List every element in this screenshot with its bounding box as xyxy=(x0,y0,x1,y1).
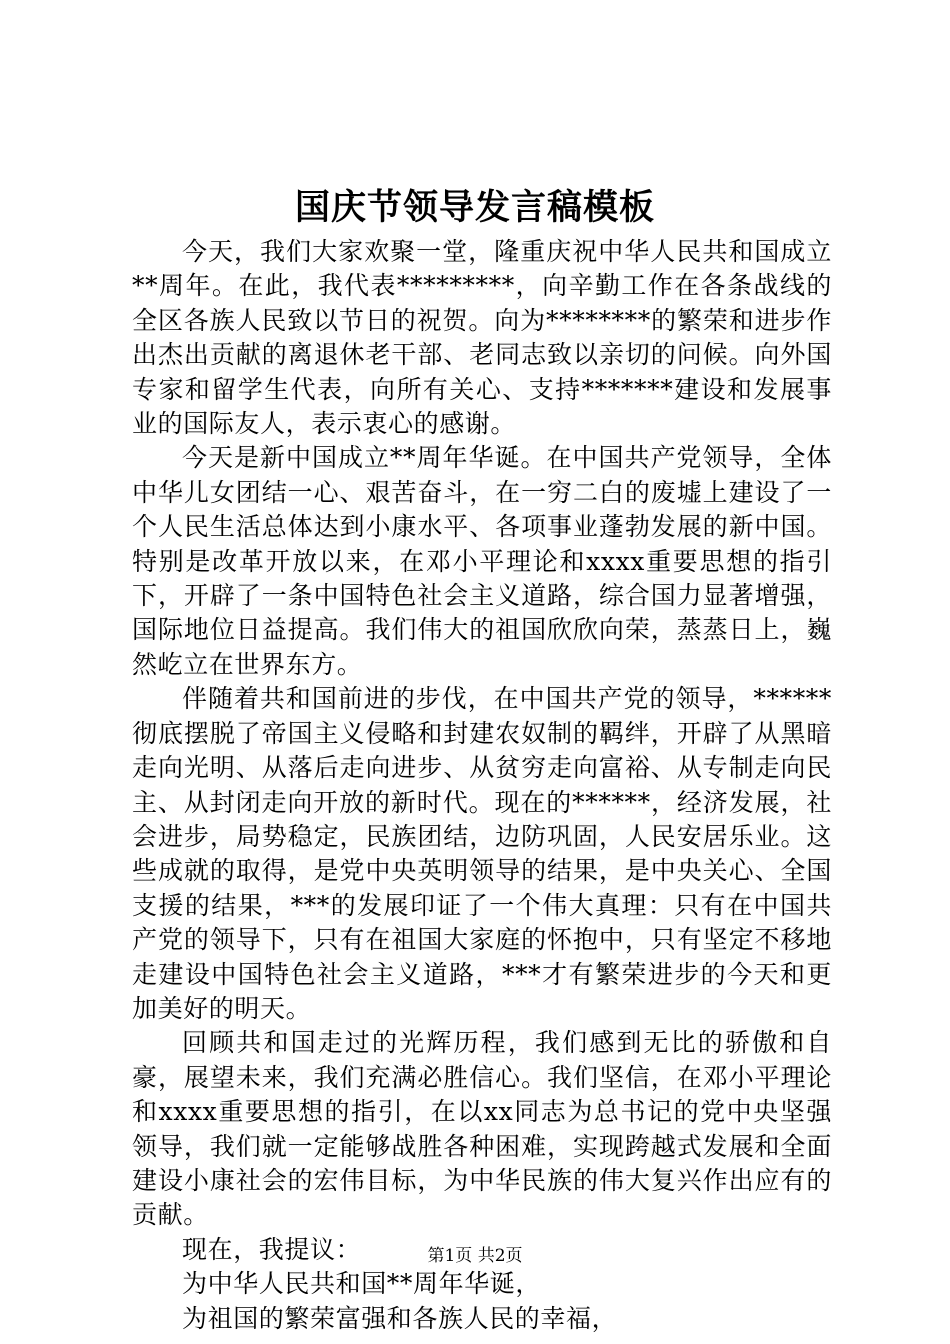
paragraph-new-china: 今天是新中国成立**周年华诞。在中国共产党领导，全体中华儿女团结一心、艰苦奋斗，在一穷二白的废墟上建设了一个人民生活总体达到小康水平、各项事业蓬勃发展的新中国。特别是改革开放以来，在邓小平理论和xxxx重要思想的指引下，开辟了一条中国特色社会主义道路，综合国力显著增强，国际地位日益提高。我们伟大的祖国欣欣向荣，蒸蒸日上，巍然屹立在世界东方。 xyxy=(132,443,832,679)
paragraph-toast-prosperity: 为祖国的繁荣富强和各族人民的幸福， xyxy=(182,1303,618,1333)
paragraph-proposal: 现在，我提议： xyxy=(182,1234,362,1264)
page-number-footer: 第1页 共2页 xyxy=(427,1246,523,1266)
paragraph-future: 回顾共和国走过的光辉历程，我们感到无比的骄傲和自豪，展望未来，我们充满必胜信心。我们坚信，在邓小平理论和xxxx重要思想的指引，在以xx同志为总书记的党中央坚强领导，我们就一定能够战胜各种困难，实现跨越式发展和全面建设小康社会的宏伟目标，为中华民族的伟大复兴作出应有的贡献。 xyxy=(132,1028,832,1230)
document-body xyxy=(132,235,832,1336)
paragraph-opening: 今天，我们大家欢聚一堂，隆重庆祝中华人民共和国成立**周年。在此，我代表*********，向辛勤工作在各条战线的全区各族人民致以节日的祝贺。向为********的繁荣和进步作出杰出贡献的离退休老干部、老同志致以亲切的问候。向外国专家和留学生代表，向所有关心、支持*******建设和发展事业的国际友人，表示衷心的感谢。 xyxy=(132,237,832,439)
paragraph-toast-anniversary: 为中华人民共和国**周年华诞， xyxy=(182,1269,542,1299)
paragraph-progress: 伴随着共和国前进的步伐，在中国共产党的领导，******彻底摆脱了帝国主义侵略和封建农奴制的羁绊，开辟了从黑暗走向光明、从落后走向进步、从贫穷走向富裕、从专制走向民主、从封闭走向开放的新时代。现在的******，经济发展，社会进步，局势稳定，民族团结，边防巩固，人民安居乐业。这些成就的取得，是党中央英明领导的结果，是中央关心、全国支援的结果，***的发展印证了一个伟大真理：只有在中国共产党的领导下，只有在祖国大家庭的怀抱中，只有坚定不移地走建设中国特色社会主义道路，***才有繁荣进步的今天和更加美好的明天。 xyxy=(132,684,832,1023)
document-title: 国庆节领导发言稿模板 xyxy=(294,187,655,228)
